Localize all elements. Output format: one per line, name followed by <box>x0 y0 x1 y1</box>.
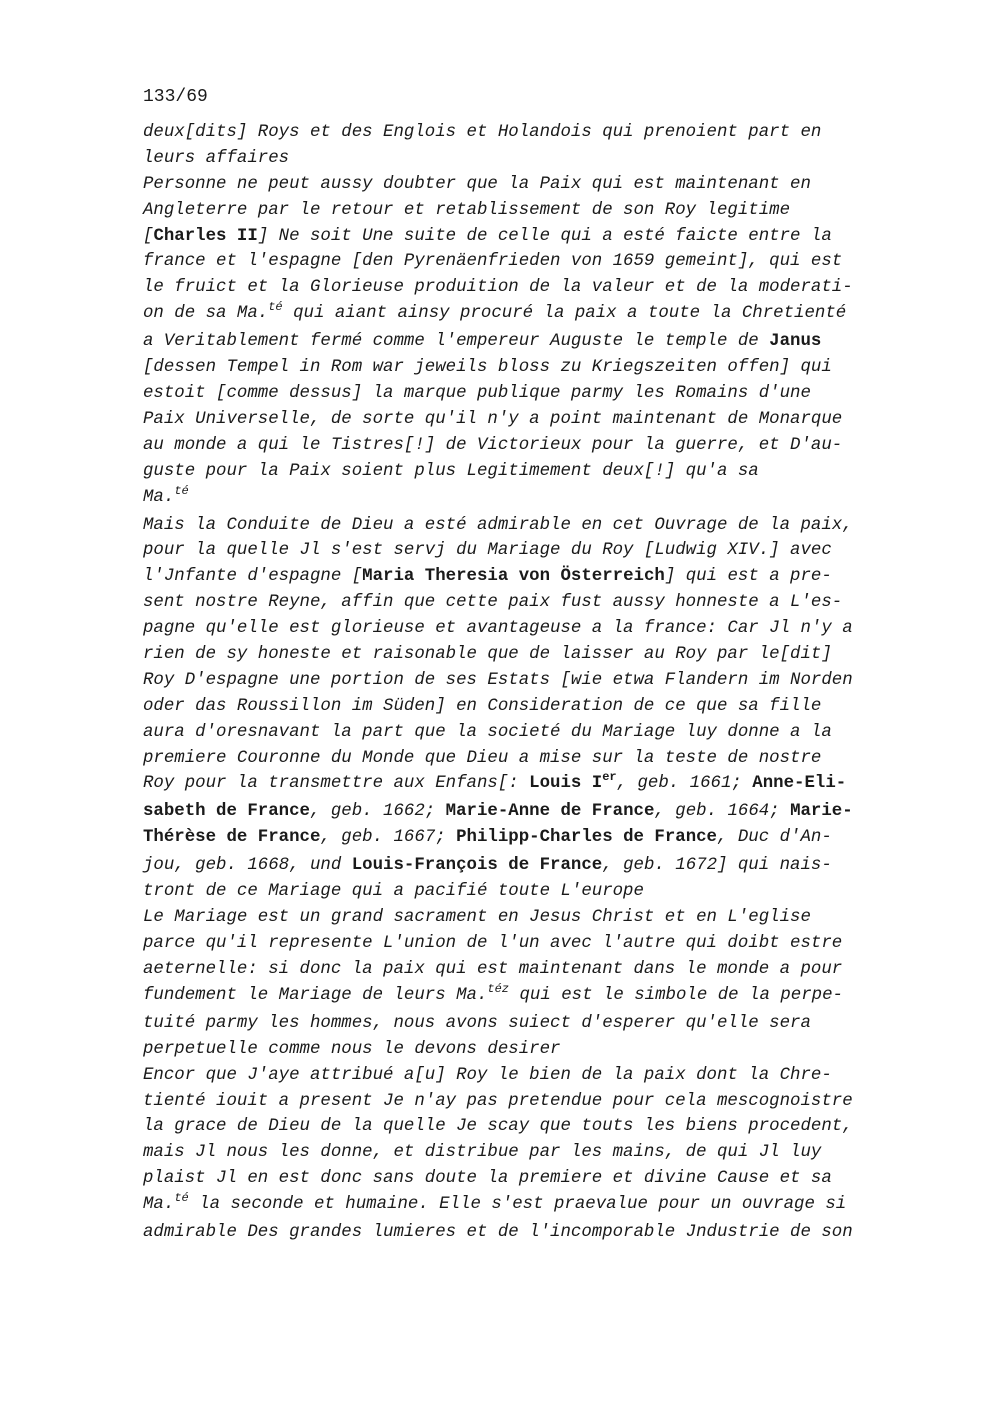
text-line: la grace de Dieu de la quelle Je scay que touts les biens procedent, <box>143 1117 853 1137</box>
text-line: tront de ce Mariage qui a pacifié toute L'europe <box>143 882 644 902</box>
text-line: admirable Des grandes lumieres et de l'incomporable Jndustrie de son <box>143 1223 853 1243</box>
text-line: Roy D'espagne une portion de ses Estats [wie etwa Flandern im Norden <box>143 670 853 690</box>
bold-name: Anne-Eli- <box>752 774 847 794</box>
text-line: oder das Roussillon im Süden] en Consideration de ce que sa fille <box>143 696 822 716</box>
text-line: deux[dits] Roys et des Englois et Holandois qui prenoient part en <box>143 123 822 142</box>
text-line: sabeth de France, geb. 1662; Marie-Anne de France, geb. 1664; Marie- <box>143 802 853 822</box>
text-line: Paix Universelle, de sorte qu'il n'y a point maintenant de Monarque <box>143 409 843 429</box>
text-line: on de sa Ma.$^{té}$ qui aiant ainsy procuré la paix a toute la Chretienté <box>143 300 847 324</box>
text-line: Encor que J'aye attribué a[u] Roy le bien de la paix dont la Chre- <box>143 1065 832 1085</box>
text-line: guste pour la Paix soient plus Legitimement deux[!] qu'a sa <box>143 461 759 481</box>
superscript: té <box>268 300 283 315</box>
bold-name: Thérèse de France <box>143 828 321 848</box>
text-line: Mais la Conduite de Dieu a esté admirable en cet Ouvrage de la paix, <box>143 515 853 535</box>
bold-name: Janus <box>769 332 822 352</box>
text-line: aeternelle: si donc la paix qui est maintenant dans le monde a pour <box>143 959 843 979</box>
text-line: plaist Jl en est donc sans doute la premiere et divine Cause et sa <box>143 1169 832 1189</box>
text-line: tuité parmy les hommes, nous avons suiect d'esperer qu'elle sera <box>143 1013 811 1033</box>
text-line: jou, geb. 1668, und Louis-François de France, geb. 1672] qui nais- <box>143 856 832 876</box>
text-line: au monde a qui le Tistres[!] de Victorieux pour la guerre, et D'au- <box>143 435 843 455</box>
text-line: estoit [comme dessus] la marque publique parmy les Romains d'une <box>143 384 811 404</box>
text-line: le fruict et la Glorieuse produition de la valeur et de la moderati- <box>143 278 853 298</box>
text-line: pour la quelle Jl s'est servj du Mariage du Roy [Ludwig XIV.] avec <box>143 541 832 561</box>
superscript: er <box>602 770 617 785</box>
text-line: Le Mariage est un grand sacrament en Jesus Christ et en L'eglise <box>143 908 811 928</box>
bold-name: sabeth de France <box>143 802 310 822</box>
text-line: parce qu'il represente L'union de l'un avec l'autre qui doibt estre <box>143 934 843 954</box>
text-line: Thérèse de France, geb. 1667; Philipp-Charles de France, Duc d'An- <box>143 828 832 848</box>
superscript: téz <box>487 981 510 996</box>
text-line: sent nostre Reyne, affin que cette paix fust aussy honneste a L'es- <box>143 593 843 613</box>
superscript: té <box>174 483 189 498</box>
text-line: Roy pour la transmettre aux Enfans[: Louis Ier, geb. 1661; Anne-Eli- <box>143 770 847 794</box>
text-line: pagne qu'elle est glorieuse et avantageuse a la france: Car Jl n'y a <box>143 619 853 639</box>
transcription-text <box>143 120 933 1246</box>
text-line: a Veritablement fermé comme l'empereur Auguste le temple de Janus <box>143 332 822 352</box>
superscript: té <box>174 1190 189 1205</box>
bold-name: Louis-François de France <box>351 856 603 876</box>
text-line: premiere Couronne du Monde que Dieu a mise sur la teste de nostre <box>143 748 822 768</box>
text-line: l'Jnfante d'espagne [Maria Theresia von Österreich] qui est a pre- <box>143 567 832 587</box>
text-line: mais Jl nous les donne, et distribue par les mains, de qui Jl luy <box>143 1143 822 1163</box>
text-line: aura d'oresnavant la part que la societé du Mariage luy donne a la <box>143 722 832 742</box>
text-line: Personne ne peut aussy doubter que la Paix qui est maintenant en <box>143 174 811 194</box>
text-line: fundement le Mariage de leurs Ma.$^{téz}$ qui est le simbole de la perpe- <box>143 981 843 1005</box>
text-line: Angleterre par le retour et retablissement de son Roy legitime <box>143 200 791 220</box>
text-line: rien de sy honeste et raisonable que de laisser au Roy par le[dit] <box>143 645 832 665</box>
text-line: leurs affaires <box>143 148 290 168</box>
text-line: Ma.$^{té}$ la seconde et humaine. Elle s'est praevalue pour un ouvrage si <box>143 1190 847 1215</box>
text-line: france et l'espagne [den Pyrenäenfrieden von 1659 gemeint], qui est <box>143 252 843 272</box>
text-line: tienté iouit a present Je n'ay pas pretendue pour cela mescognoistre <box>143 1091 853 1111</box>
text-line: perpetuelle comme nous le devons desirer <box>143 1039 561 1059</box>
bold-name: Charles II <box>153 226 258 246</box>
text-line: [Charles II] Ne soit Une suite de celle qui a esté faicte entre la <box>143 226 832 246</box>
text-line: [dessen Tempel in Rom war jeweils bloss zu Kriegszeiten offen] qui <box>143 358 832 378</box>
bold-name: Maria Theresia von Österreich <box>362 567 665 587</box>
page-number: 133/69 <box>143 87 208 107</box>
text-line: Ma.$^{té}$ <box>143 483 189 507</box>
bold-name: Philipp-Charles de France <box>456 828 717 848</box>
bold-name: Marie- <box>790 802 853 822</box>
bold-name: Marie-Anne de France <box>445 802 655 822</box>
bold-name: Louis I <box>529 774 603 794</box>
